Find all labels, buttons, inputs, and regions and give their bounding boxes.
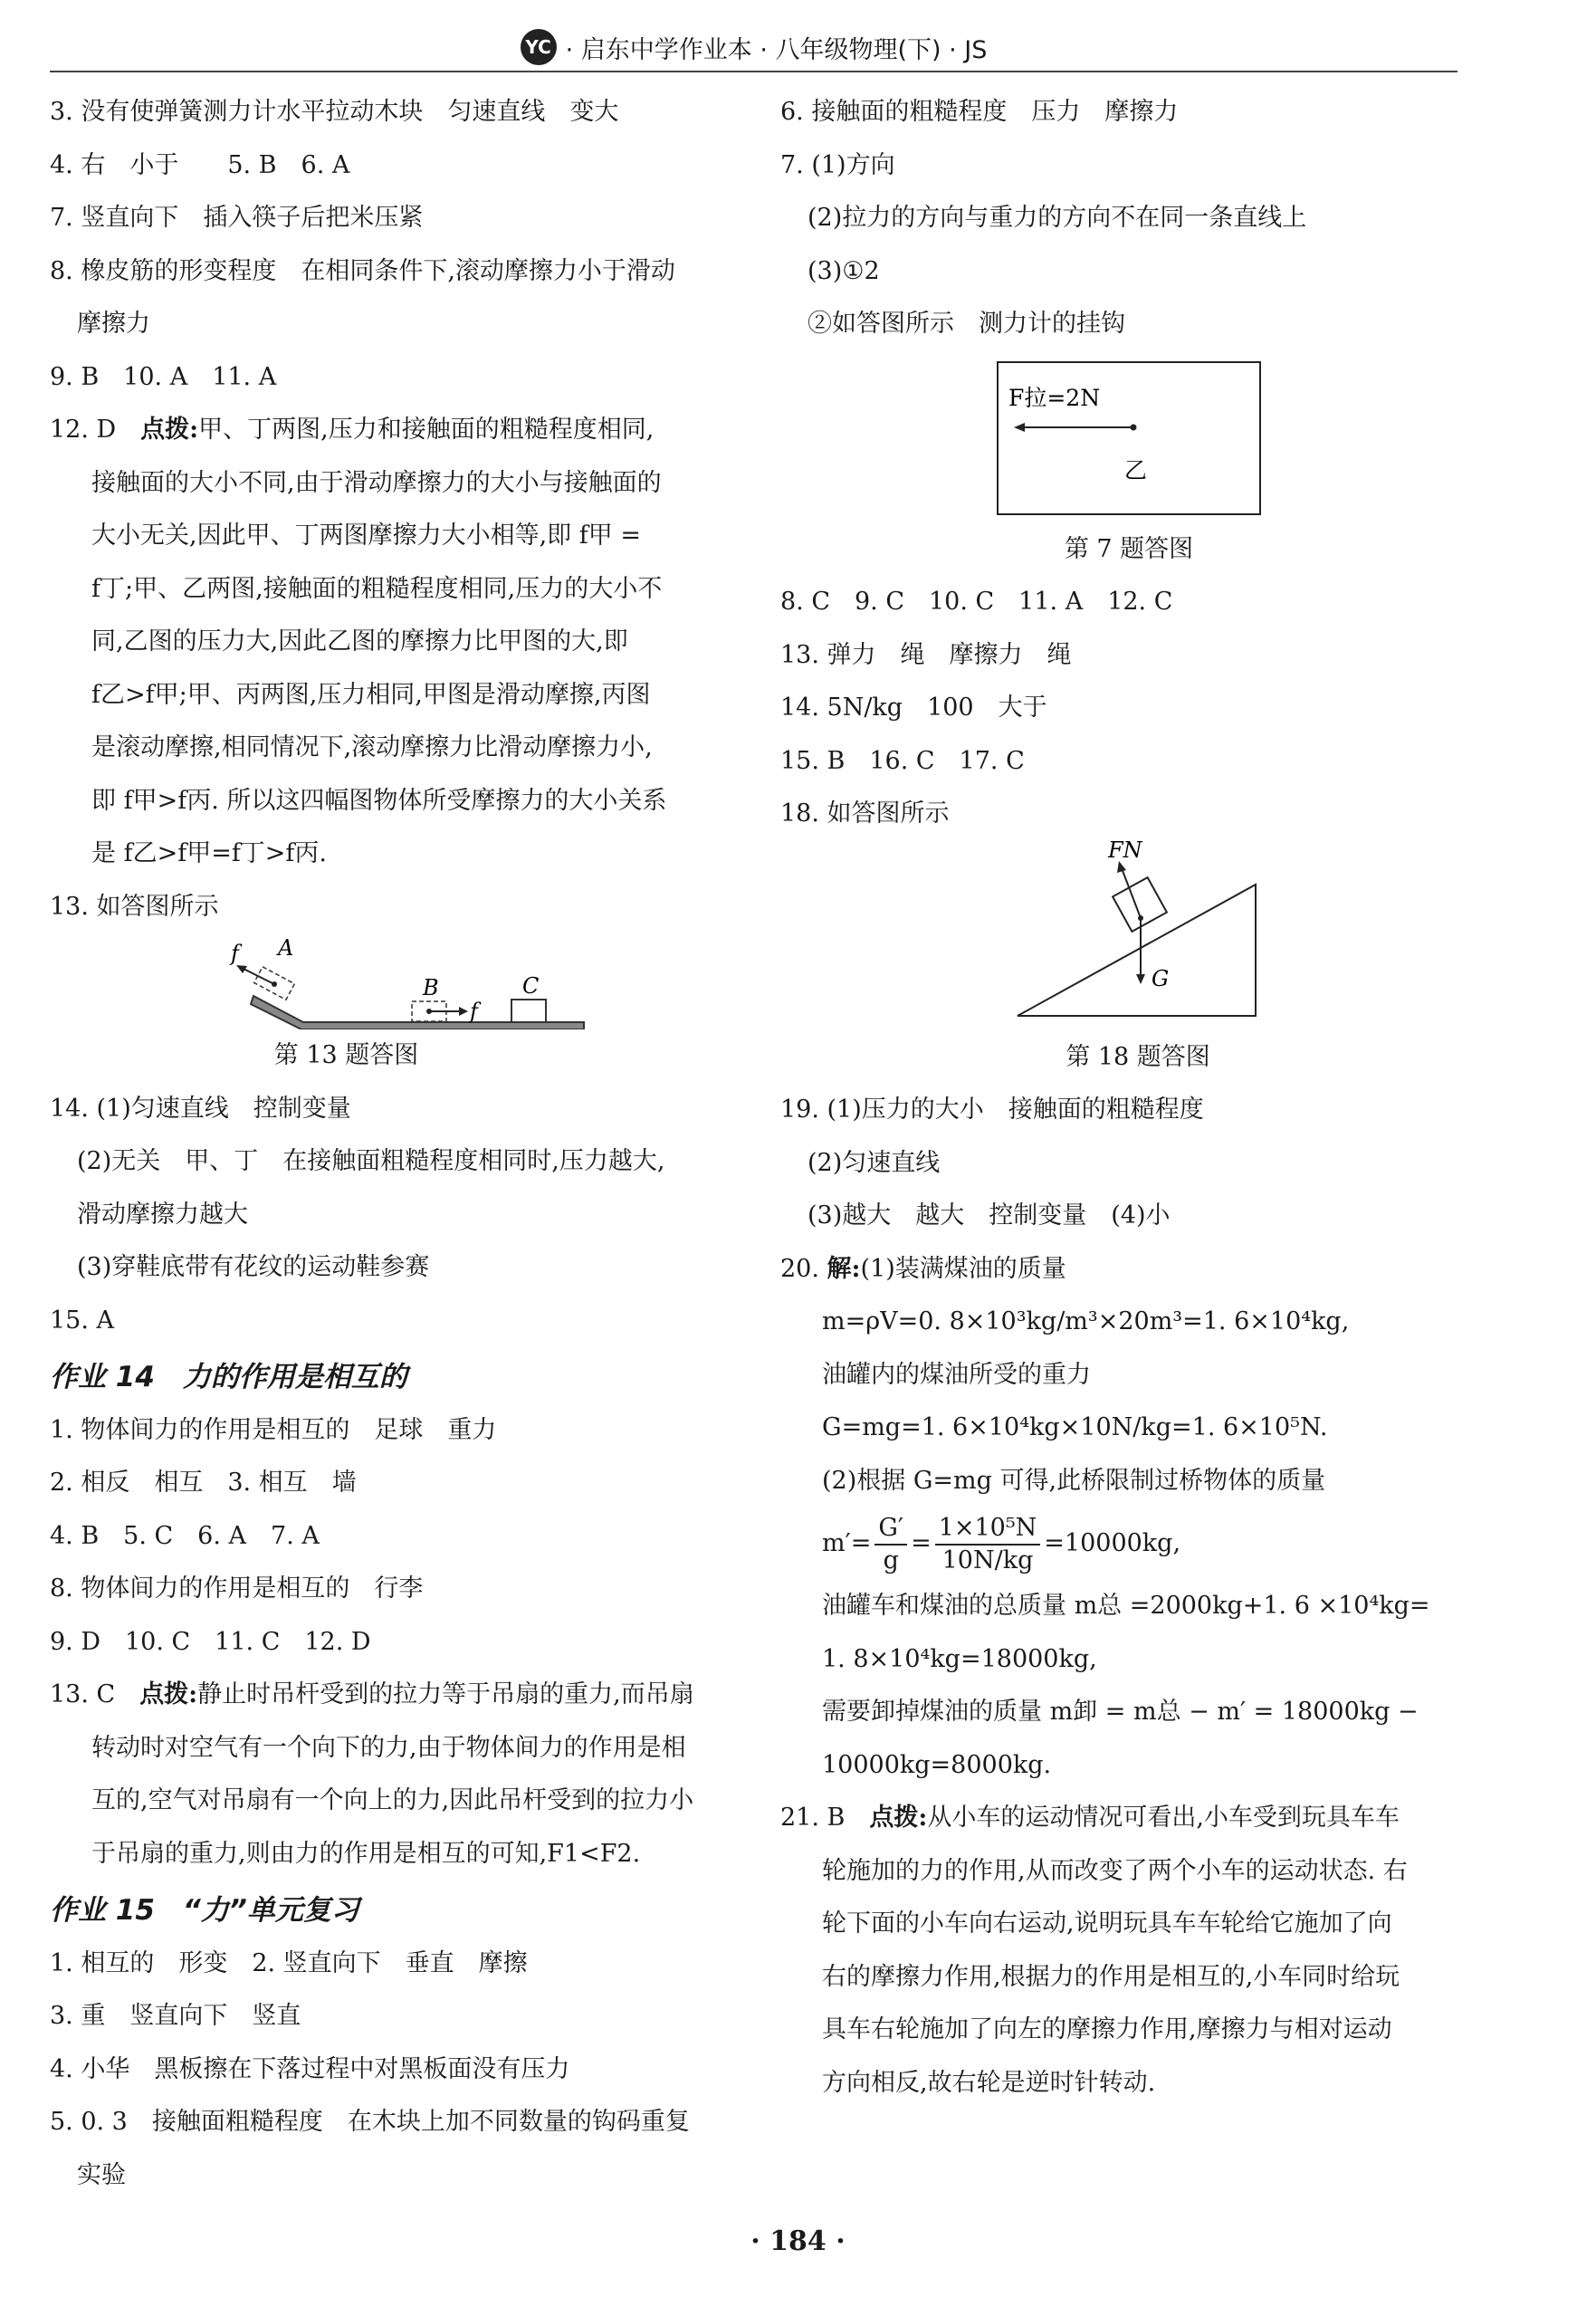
fraction — [874, 1513, 907, 1576]
answer-line: 滑动摩擦力越大 — [77, 1200, 248, 1229]
answer-line: 15. B 16. C 17. C — [780, 746, 1025, 775]
eq-rhs: =10000kg, — [1044, 1529, 1181, 1557]
q12-line — [50, 404, 738, 457]
q20-line: 油罐车和煤油的总质量 m总 =2000kg+1. 6 ×10⁴kg= — [822, 1592, 1430, 1620]
answer-line: 14. 5N/kg 100 大于 — [780, 694, 1047, 722]
q13b-line — [50, 1669, 738, 1722]
force-label: F拉=2N — [1008, 384, 1101, 411]
q20-line: 需要卸掉煤油的质量 m卸 = m总 − m′ = 18000kg − — [822, 1698, 1419, 1726]
figure-13 — [50, 933, 738, 1029]
q12-line: 是 f乙>f甲=f丁>f丙. — [91, 839, 328, 867]
q20-line: 油罐内的煤油所受的重力 — [822, 1360, 1091, 1389]
label-a: A — [278, 935, 294, 961]
incline — [1018, 885, 1256, 1016]
incline-surface — [251, 996, 584, 1029]
q21-line: 右的摩擦力作用,根据力的作用是相互的,小车同时给玩 — [822, 1962, 1400, 1991]
answer-line: (3)穿鞋底带有花纹的运动鞋参赛 — [77, 1253, 430, 1281]
section-heading-15: 作业 15 “力”单元复习 — [50, 1894, 359, 1927]
answer-line: 3. 没有使弹簧测力计水平拉动木块 匀速直线 变大 — [50, 98, 619, 126]
answer-line: (2)无关 甲、丁 在接触面粗糙程度相同时,压力越大, — [77, 1147, 665, 1175]
q20-line: G=mg=1. 6×10⁴kg×10N/kg=1. 6×10⁵N. — [822, 1413, 1328, 1441]
answer-line: 4. 小华 黑板擦在下落过程中对黑板面没有压力 — [50, 2054, 570, 2083]
label-f-a: f — [231, 941, 239, 966]
denominator: 10N/kg — [941, 1546, 1034, 1574]
q13b-line: 互的,空气对吊扇有一个向上的力,因此吊杆受到的拉力小 — [91, 1786, 694, 1814]
q20-line: m=ρV=0. 8×10³kg/m³×20m³=1. 6×10⁴kg, — [822, 1307, 1350, 1335]
answer-line: 4. 右 小于 5. B 6. A — [50, 150, 350, 179]
point-a — [272, 981, 277, 987]
q13b-text: 静止时吊杆受到的拉力等于吊扇的重力,而吊扇 — [197, 1680, 694, 1708]
figure-13-caption: 第 13 题答图 — [273, 1041, 419, 1069]
q21-line — [780, 1792, 1459, 1845]
section-heading-14: 作业 14 力的作用是相互的 — [50, 1361, 407, 1393]
answer-line: 7. 竖直向下 插入筷子后把米压紧 — [50, 204, 424, 232]
q21-line: 具车右轮施加了向左的摩擦力作用,摩擦力与相对运动 — [822, 2015, 1392, 2043]
answer-line: 18. 如答图所示 — [780, 799, 950, 828]
answer-line: 8. 物体间力的作用是相互的 行李 — [50, 1574, 424, 1603]
tip-label: 点拨: — [139, 1680, 198, 1708]
q13b-line: 于吊扇的重力,则由力的作用是相互的可知,F1<F2. — [91, 1839, 641, 1868]
answer-line: ②如答图所示 测力计的挂钩 — [808, 310, 1125, 338]
answer-line: 3. 重 竖直向下 竖直 — [50, 2002, 301, 2030]
answer-line: 2. 相反 相互 3. 相互 墙 — [50, 1469, 357, 1497]
solve-label: 解: — [827, 1254, 861, 1283]
answer-line: 13. 弹力 绳 摩擦力 绳 — [780, 640, 1072, 669]
figure-18-caption: 第 18 题答图 — [1066, 1042, 1210, 1071]
block-c — [511, 1000, 546, 1022]
q21-line: 轮下面的小车向右运动,说明玩具车车轮给它施加了向 — [822, 1909, 1392, 1938]
arrowhead — [459, 1007, 468, 1016]
answer-line: 摩擦力 — [77, 310, 150, 338]
q12-head: 12. D — [50, 416, 141, 444]
answer-line: 9. B 10. A 11. A — [50, 362, 277, 391]
arrowhead — [1136, 974, 1145, 984]
label-b: B — [423, 975, 439, 1000]
numerator: 1×10⁵N — [935, 1513, 1041, 1546]
q12-line: 即 f甲>f丙. 所以这四幅图物体所受摩擦力的大小关系 — [91, 786, 667, 815]
q20-line: 1. 8×10⁴kg=18000kg, — [822, 1644, 1097, 1673]
brand-logo: YC — [521, 29, 557, 65]
label-c: C — [522, 973, 540, 999]
q21-text: 从小车的运动情况可看出,小车受到玩具车车 — [927, 1804, 1400, 1832]
q12-line: 同,乙图的压力大,因此乙图的摩擦力比甲图的大,即 — [91, 627, 628, 656]
label-f-b: f — [470, 999, 478, 1024]
answer-line: 6. 接触面的粗糙程度 压力 摩擦力 — [780, 98, 1179, 126]
answer-line: (2)匀速直线 — [808, 1148, 941, 1177]
q13b-line: 转动时对空气有一个向下的力,由于物体间力的作用是相 — [91, 1733, 686, 1762]
q21-head: 21. B — [780, 1804, 870, 1832]
q20-text: (1)装满煤油的质量 — [860, 1254, 1066, 1283]
equals: = — [911, 1529, 932, 1557]
q20-head: 20. — [780, 1254, 827, 1283]
denominator: g — [883, 1546, 899, 1574]
q21-line: 轮施加的力的作用,从而改变了两个小车的运动状态. 右 — [822, 1856, 1408, 1885]
answer-line: 实验 — [77, 2160, 126, 2189]
q20-fraction-line — [780, 1507, 1459, 1580]
hook-point — [1131, 424, 1137, 430]
q12-line: 是滚动摩擦,相同情况下,滚动摩擦力比滑动摩擦力小, — [91, 733, 653, 761]
q20-line — [780, 1243, 1459, 1297]
figure-7 — [780, 351, 1459, 523]
q13b-head: 13. C — [50, 1680, 140, 1708]
answer-line: 15. A — [50, 1306, 115, 1335]
q12-text: 甲、丁两图,压力和接触面的粗糙程度相同, — [198, 416, 655, 444]
answer-line: 14. (1)匀速直线 控制变量 — [50, 1094, 351, 1123]
tip-label: 点拨: — [140, 416, 199, 444]
q20-line: 10000kg=8000kg. — [822, 1750, 1052, 1779]
q12-line: f乙>f甲;甲、丙两图,压力相同,甲图是滑动摩擦,丙图 — [91, 680, 651, 709]
point-b — [426, 1009, 432, 1014]
answer-line: (3)①2 — [808, 256, 880, 285]
figure-18 — [780, 841, 1459, 1031]
answer-line: 1. 相互的 形变 2. 竖直向下 垂直 摩擦 — [50, 1948, 528, 1977]
header-title: · 启东中学作业本 · 八年级物理(下) · JS — [565, 35, 988, 64]
left-column — [50, 86, 738, 2202]
eq-lhs: m′= — [822, 1529, 872, 1557]
figure-7-caption: 第 7 题答图 — [1064, 534, 1194, 563]
force-arrow-a — [240, 967, 274, 984]
page-number: · 184 · — [750, 2225, 846, 2257]
q12-line: f丁;甲、乙两图,接触面的粗糙程度相同,压力的大小不 — [91, 574, 663, 603]
answer-line: 13. 如答图所示 — [50, 892, 219, 921]
tip-label: 点拨: — [869, 1804, 928, 1832]
answer-line: 7. (1)方向 — [780, 150, 895, 179]
numerator: G′ — [874, 1513, 907, 1546]
right-column — [780, 86, 1459, 2110]
answer-line: 5. 0. 3 接触面粗糙程度 在木块上加不同数量的钩码重复 — [50, 2108, 690, 2136]
answer-line: 4. B 5. C 6. A 7. A — [50, 1521, 320, 1550]
page-header — [50, 25, 1457, 72]
label-g: G — [1152, 965, 1170, 991]
label-fn: FN — [1108, 840, 1142, 863]
answer-line: 1. 物体间力的作用是相互的 足球 重力 — [50, 1415, 497, 1444]
arrowhead — [1014, 423, 1025, 432]
sub-label: 乙 — [1124, 456, 1148, 483]
answer-line: 8. C 9. C 10. C 11. A 12. C — [780, 588, 1173, 616]
answer-line: (2)拉力的方向与重力的方向不在同一条直线上 — [808, 204, 1307, 232]
answer-line: 8. 橡皮筋的形变程度 在相同条件下,滚动摩擦力小于滑动 — [50, 256, 675, 285]
q20-line: (2)根据 G=mg 可得,此桥限制过桥物体的质量 — [822, 1466, 1326, 1495]
answer-line: 19. (1)压力的大小 接触面的粗糙程度 — [780, 1096, 1204, 1124]
answer-line: (3)越大 越大 控制变量 (4)小 — [808, 1201, 1171, 1230]
q12-line: 接触面的大小不同,由于滑动摩擦力的大小与接触面的 — [91, 468, 662, 497]
normal-force-arrow — [1122, 868, 1141, 918]
q12-line: 大小无关,因此甲、丁两图摩擦力大小相等,即 f甲 = — [91, 522, 641, 550]
answer-line: 9. D 10. C 11. C 12. D — [50, 1627, 371, 1656]
fraction — [935, 1513, 1041, 1576]
q21-line: 方向相反,故右轮是逆时针转动. — [822, 2068, 1156, 2097]
